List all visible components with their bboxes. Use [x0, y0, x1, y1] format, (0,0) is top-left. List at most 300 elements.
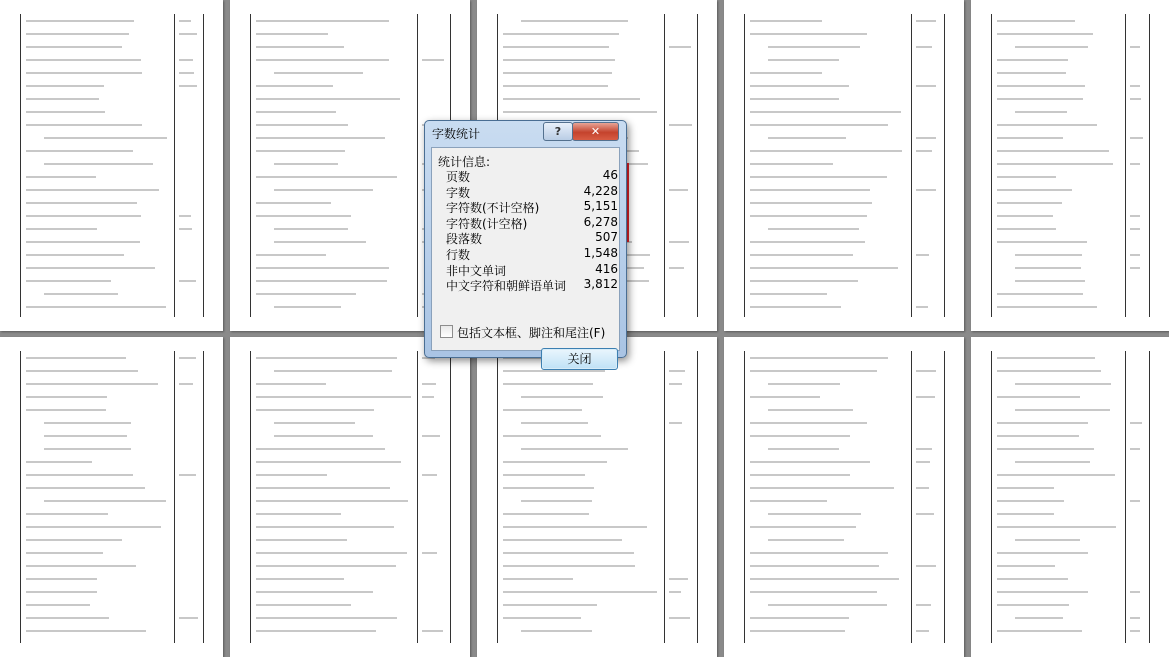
text-line — [916, 604, 931, 606]
text-line — [669, 617, 690, 619]
document-page[interactable] — [0, 0, 223, 331]
text-line — [1015, 254, 1082, 256]
text-line — [669, 46, 691, 48]
text-line — [916, 513, 934, 515]
text-line — [26, 461, 92, 463]
text-line — [26, 513, 108, 515]
text-line — [503, 85, 608, 87]
text-line — [768, 383, 840, 385]
text-line — [1130, 98, 1141, 100]
text-line — [26, 72, 142, 74]
stat-row — [446, 230, 618, 246]
text-line — [256, 604, 351, 606]
text-line — [44, 435, 127, 437]
dialog-titlebar[interactable] — [425, 121, 626, 147]
text-line — [1130, 630, 1140, 632]
text-line — [1130, 228, 1140, 230]
text-line — [750, 526, 856, 528]
text-line — [503, 98, 640, 100]
text-line — [1015, 383, 1111, 385]
stat-row — [446, 215, 618, 231]
text-line — [1015, 617, 1063, 619]
column-divider — [20, 351, 21, 643]
text-line — [750, 396, 820, 398]
text-line — [1130, 137, 1143, 139]
text-line — [997, 474, 1115, 476]
text-line — [997, 500, 1064, 502]
column-divider — [497, 351, 498, 643]
text-line — [997, 396, 1080, 398]
document-page[interactable] — [724, 0, 964, 331]
text-line — [997, 591, 1088, 593]
text-line — [1130, 163, 1140, 165]
text-line — [669, 370, 685, 372]
text-line — [750, 487, 894, 489]
text-line — [521, 448, 628, 450]
text-line — [179, 215, 191, 217]
column-divider — [1149, 351, 1150, 643]
text-line — [44, 422, 131, 424]
text-line — [179, 617, 198, 619]
column-divider — [744, 14, 745, 317]
text-line — [997, 150, 1109, 152]
text-line — [750, 306, 841, 308]
text-line — [669, 422, 682, 424]
text-line — [256, 617, 397, 619]
text-line — [997, 202, 1062, 204]
text-line — [26, 409, 106, 411]
text-line — [26, 474, 133, 476]
text-line — [26, 241, 140, 243]
column-divider — [911, 14, 912, 317]
text-line — [256, 396, 411, 398]
document-page[interactable] — [477, 337, 717, 657]
text-line — [503, 111, 657, 113]
text-line — [256, 383, 326, 385]
text-line — [997, 33, 1093, 35]
text-line — [1130, 422, 1142, 424]
text-line — [750, 500, 827, 502]
text-line — [503, 604, 597, 606]
column-divider — [250, 14, 251, 317]
text-line — [521, 422, 588, 424]
stat-row — [446, 184, 618, 200]
stat-value: 507 — [595, 230, 618, 245]
text-line — [1130, 267, 1140, 269]
text-line — [997, 137, 1063, 139]
text-line — [669, 124, 692, 126]
column-divider — [174, 14, 175, 317]
text-line — [274, 241, 366, 243]
text-line — [750, 474, 850, 476]
text-line — [26, 578, 97, 580]
dialog-title: 字数统计 — [432, 127, 481, 141]
text-line — [26, 383, 158, 385]
text-line — [768, 513, 861, 515]
text-line — [256, 20, 389, 22]
column-divider — [450, 351, 451, 643]
text-line — [503, 435, 601, 437]
text-line — [256, 474, 327, 476]
text-line — [26, 539, 122, 541]
text-line — [768, 409, 853, 411]
text-line — [503, 370, 605, 372]
text-line — [750, 565, 879, 567]
text-line — [26, 630, 146, 632]
text-line — [256, 150, 345, 152]
text-line — [1130, 46, 1140, 48]
stat-row — [446, 199, 618, 215]
text-line — [26, 124, 142, 126]
text-line — [997, 20, 1075, 22]
text-line — [997, 630, 1082, 632]
text-line — [26, 565, 136, 567]
text-line — [750, 189, 870, 191]
statistics-label: 统计信息: — [438, 155, 491, 169]
text-line — [768, 448, 839, 450]
column-divider — [991, 351, 992, 643]
text-line — [26, 228, 97, 230]
close-button[interactable]: 关闭 — [541, 348, 618, 370]
text-line — [1015, 280, 1085, 282]
text-line — [503, 59, 615, 61]
text-line — [750, 578, 899, 580]
text-line — [26, 98, 99, 100]
text-line — [750, 215, 867, 217]
text-line — [256, 59, 389, 61]
text-line — [26, 617, 109, 619]
text-line — [669, 578, 688, 580]
text-line — [768, 46, 860, 48]
text-line — [256, 202, 331, 204]
text-line — [750, 461, 870, 463]
text-line — [179, 33, 197, 35]
text-line — [44, 293, 118, 295]
text-line — [256, 539, 347, 541]
text-line — [997, 370, 1101, 372]
text-line — [256, 254, 326, 256]
text-line — [997, 357, 1095, 359]
column-divider — [744, 351, 745, 643]
text-line — [179, 59, 193, 61]
text-line — [768, 59, 839, 61]
text-line — [256, 461, 401, 463]
text-line — [750, 357, 888, 359]
text-line — [1130, 617, 1140, 619]
text-line — [26, 176, 96, 178]
text-line — [1015, 409, 1110, 411]
text-line — [256, 124, 348, 126]
text-line — [1130, 591, 1140, 593]
text-line — [26, 280, 111, 282]
text-line — [503, 565, 635, 567]
text-line — [44, 500, 166, 502]
text-line — [768, 604, 887, 606]
document-page[interactable] — [971, 0, 1169, 331]
text-line — [26, 202, 137, 204]
text-line — [503, 72, 612, 74]
text-line — [750, 98, 839, 100]
column-divider — [250, 351, 251, 643]
text-line — [256, 513, 341, 515]
text-line — [503, 383, 593, 385]
text-line — [750, 280, 858, 282]
text-line — [916, 461, 930, 463]
checkbox-icon[interactable] — [440, 325, 453, 338]
text-line — [422, 435, 440, 437]
text-line — [274, 422, 355, 424]
document-page[interactable] — [0, 337, 223, 657]
text-line — [750, 370, 877, 372]
text-line — [750, 552, 888, 554]
column-divider — [697, 351, 698, 643]
text-line — [26, 591, 97, 593]
text-line — [503, 33, 619, 35]
column-divider — [664, 14, 665, 317]
text-line — [26, 46, 122, 48]
text-line — [521, 20, 628, 22]
text-line — [521, 630, 592, 632]
text-line — [274, 370, 392, 372]
column-divider — [417, 351, 418, 643]
stat-label: 字数 — [446, 185, 471, 200]
text-line — [768, 539, 844, 541]
text-line — [1015, 111, 1067, 113]
column-divider — [203, 351, 204, 643]
column-divider — [944, 351, 945, 643]
text-line — [422, 383, 436, 385]
text-line — [750, 630, 845, 632]
text-line — [26, 306, 166, 308]
include-textboxes-option[interactable] — [440, 324, 605, 341]
column-divider — [417, 14, 418, 317]
column-divider — [664, 351, 665, 643]
text-line — [750, 176, 887, 178]
text-line — [669, 591, 681, 593]
text-line — [179, 228, 192, 230]
text-line — [179, 72, 194, 74]
text-line — [256, 630, 376, 632]
text-line — [916, 487, 929, 489]
text-line — [26, 59, 141, 61]
text-line — [1130, 215, 1140, 217]
text-line — [503, 461, 607, 463]
text-line — [422, 474, 437, 476]
text-line — [1015, 539, 1080, 541]
text-line — [997, 604, 1069, 606]
text-line — [997, 578, 1068, 580]
close-icon[interactable]: ✕ — [572, 122, 619, 141]
text-line — [997, 422, 1088, 424]
column-divider — [991, 14, 992, 317]
text-line — [256, 500, 408, 502]
text-line — [26, 254, 124, 256]
text-line — [916, 150, 932, 152]
stat-value: 3,812 — [583, 277, 618, 292]
text-line — [256, 409, 374, 411]
text-line — [26, 370, 138, 372]
text-line — [997, 448, 1094, 450]
statistics-table — [446, 168, 618, 293]
text-line — [750, 293, 827, 295]
text-line — [916, 189, 936, 191]
stat-label: 字符数(不计空格) — [446, 201, 540, 216]
stat-label: 段落数 — [446, 232, 483, 247]
text-line — [274, 163, 338, 165]
text-line — [997, 306, 1097, 308]
text-line — [997, 552, 1088, 554]
text-line — [422, 630, 443, 632]
document-page[interactable] — [230, 337, 470, 657]
text-line — [997, 59, 1068, 61]
text-line — [997, 513, 1054, 515]
text-line — [26, 267, 155, 269]
text-line — [256, 176, 397, 178]
text-line — [997, 72, 1066, 74]
stat-row — [446, 262, 618, 278]
stat-label: 中文字符和朝鲜语单词 — [446, 279, 567, 294]
text-line — [26, 357, 126, 359]
text-line — [669, 189, 688, 191]
text-line — [503, 591, 657, 593]
stat-value: 5,151 — [583, 199, 618, 214]
text-line — [1130, 85, 1140, 87]
text-line — [997, 487, 1054, 489]
text-line — [1130, 254, 1140, 256]
text-line — [750, 33, 867, 35]
text-line — [750, 124, 888, 126]
text-line — [256, 526, 394, 528]
text-line — [256, 591, 373, 593]
text-line — [916, 137, 936, 139]
text-line — [503, 617, 581, 619]
stat-value: 416 — [595, 261, 618, 276]
column-divider — [203, 14, 204, 317]
text-line — [997, 228, 1056, 230]
text-line — [750, 202, 872, 204]
text-line — [750, 267, 898, 269]
text-line — [997, 241, 1087, 243]
text-line — [256, 280, 387, 282]
text-line — [179, 383, 193, 385]
text-line — [256, 565, 396, 567]
text-line — [503, 552, 634, 554]
stat-row — [446, 277, 618, 293]
text-line — [26, 85, 104, 87]
text-line — [26, 604, 90, 606]
text-line — [1015, 46, 1088, 48]
stat-row — [446, 168, 618, 184]
text-line — [274, 435, 373, 437]
text-line — [256, 85, 333, 87]
document-page[interactable] — [971, 337, 1169, 657]
text-line — [256, 33, 328, 35]
text-line — [997, 163, 1113, 165]
text-line — [503, 487, 594, 489]
text-line — [44, 137, 167, 139]
text-line — [179, 20, 191, 22]
text-line — [916, 20, 936, 22]
text-line — [750, 20, 822, 22]
column-divider — [1125, 351, 1126, 643]
text-line — [1015, 267, 1081, 269]
text-line — [26, 487, 145, 489]
help-icon[interactable]: ? — [543, 122, 573, 141]
text-line — [256, 46, 344, 48]
text-line — [997, 85, 1085, 87]
stat-label: 页数 — [446, 170, 471, 184]
text-line — [422, 396, 434, 398]
text-line — [179, 357, 196, 359]
text-line — [750, 150, 902, 152]
text-line — [997, 565, 1055, 567]
text-line — [997, 435, 1079, 437]
text-line — [1015, 461, 1090, 463]
text-line — [26, 526, 161, 528]
text-line — [750, 617, 849, 619]
text-line — [1130, 448, 1140, 450]
text-line — [26, 396, 107, 398]
text-line — [1130, 500, 1140, 502]
text-line — [274, 228, 348, 230]
text-line — [750, 435, 850, 437]
text-line — [916, 254, 929, 256]
text-line — [44, 163, 153, 165]
text-line — [916, 370, 936, 372]
text-line — [916, 46, 932, 48]
text-line — [274, 189, 373, 191]
text-line — [26, 20, 134, 22]
column-divider — [944, 14, 945, 317]
stat-value: 6,278 — [583, 214, 618, 229]
text-line — [274, 306, 341, 308]
stat-row — [446, 246, 618, 262]
column-divider — [697, 14, 698, 317]
text-line — [503, 526, 647, 528]
text-line — [26, 111, 105, 113]
text-line — [768, 228, 859, 230]
text-line — [669, 383, 682, 385]
text-line — [422, 59, 444, 61]
text-line — [503, 46, 609, 48]
text-line — [997, 293, 1083, 295]
text-line — [997, 526, 1116, 528]
column-divider — [911, 351, 912, 643]
text-line — [916, 396, 935, 398]
text-line — [422, 552, 437, 554]
text-line — [26, 215, 141, 217]
text-line — [750, 241, 865, 243]
word-count-dialog — [424, 120, 627, 366]
text-line — [997, 176, 1056, 178]
stat-label: 字符数(计空格) — [446, 216, 528, 231]
text-line — [669, 267, 684, 269]
text-line — [997, 98, 1083, 100]
text-line — [503, 474, 585, 476]
column-divider — [174, 351, 175, 643]
text-line — [750, 111, 901, 113]
text-line — [521, 500, 592, 502]
stat-label: 非中文单词 — [446, 263, 507, 278]
document-page[interactable] — [724, 337, 964, 657]
text-line — [26, 150, 133, 152]
text-line — [750, 254, 853, 256]
stat-label: 行数 — [446, 247, 471, 262]
text-line — [916, 448, 932, 450]
text-line — [916, 565, 936, 567]
text-line — [179, 474, 196, 476]
text-line — [503, 539, 622, 541]
